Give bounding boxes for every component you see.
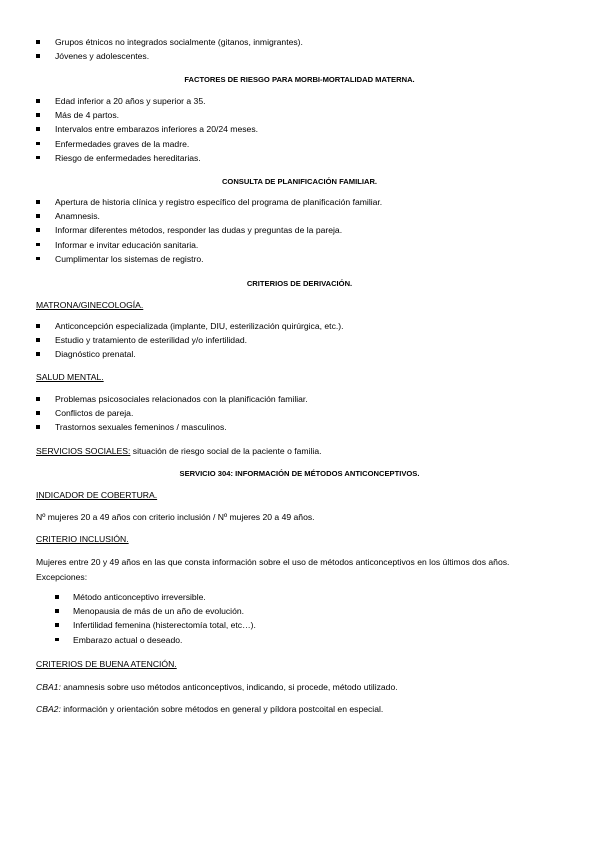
servicios-sociales-line [36,446,322,457]
cba1-text: anamnesis sobre uso métodos anticonceptivos, indicando, si procede, método utilizado. [60,682,398,692]
list-excepciones [36,592,563,649]
list-item-text: Intervalos entre embarazos inferiores a 20/24 meses. [55,124,259,135]
list-item-text: Edad inferior a 20 años y superior a 35. [55,96,206,106]
excepciones-label: Excepciones: [36,572,88,582]
bullet-icon [36,99,40,103]
bullet-icon [55,623,59,627]
bullet-icon [55,609,59,613]
list-item-text: Conflictos de pareja. [55,408,134,419]
list-factores-riesgo [36,96,563,167]
list-item [36,349,563,363]
heading-criterios-derivacion: CRITERIOS DE DERIVACIÓN. [246,279,353,288]
cba2-line [36,704,383,715]
list-item-text: Estudio y tratamiento de esterilidad y/o infertilidad. [55,335,248,346]
bullet-icon [36,156,40,160]
bullet-icon [36,54,40,58]
list-item [36,635,563,649]
cba2-label: CBA2: [36,704,61,714]
list-item [36,96,563,110]
subheading-criterios-buena-atencion: CRITERIOS DE BUENA ATENCIÓN. [36,659,177,669]
list-item [36,139,563,153]
list-item-text: Problemas psicosociales relacionados con la planificación familiar. [55,394,308,404]
bullet-icon [36,40,40,44]
list-item [36,124,563,138]
list-item-text: Cumplimentar los sistemas de registro. [55,253,204,264]
list-item [36,211,563,225]
subheading-criterio-inclusion: CRITERIO INCLUSIÓN. [36,534,129,544]
servicios-sociales-text: situación de riesgo social de la paciente o familia. [130,446,322,456]
bullet-icon [36,142,40,146]
bullet-icon [36,113,40,117]
bullet-icon [36,200,40,204]
list-item [36,51,563,65]
bullet-icon [36,257,40,261]
list-item-text: Anamnesis. [55,211,100,222]
bullet-icon [55,638,59,642]
list-item [36,335,563,349]
bullet-icon [36,324,40,328]
servicios-sociales-label: SERVICIOS SOCIALES: [36,446,131,456]
bullet-icon [36,352,40,356]
heading-factores-riesgo: FACTORES DE RIESGO PARA MORBI-MORTALIDAD MATERNA. [184,75,415,84]
list-item-text: Anticoncepción especializada (implante, DIU, esterilización quirúrgica, etc.). [55,321,344,331]
list-matrona [36,321,563,364]
list-item-text: Informar diferentes métodos, responder las dudas y preguntas de la pareja. [55,225,343,236]
list-item-text: Menopausia de más de un año de evolución. [73,606,245,617]
subheading-salud-mental: SALUD MENTAL. [36,372,104,382]
bullet-icon [36,411,40,415]
list-item [36,240,563,254]
heading-consulta-planificacion: CONSULTA DE PLANIFICACIÓN FAMILIAR. [221,177,378,186]
list-item-text: Diagnóstico prenatal. [55,349,136,360]
list-item-text: Enfermedades graves de la madre. [55,138,190,149]
list-item [36,408,563,422]
list-item-text: Trastornos sexuales femeninos / masculinos. [55,422,227,433]
list-item-text: Infertilidad femenina (histerectomía total, etc…). [73,620,256,631]
list-item-text: Riesgo de enfermedades hereditarias. [55,152,201,163]
list-item [36,394,563,408]
list-item-text: Informar e invitar educación sanitaria. [55,239,199,250]
list-item [36,225,563,239]
bullet-icon [36,338,40,342]
list-item [36,592,563,606]
list-item [36,110,563,124]
list-item-text: Embarazo actual o deseado. [73,634,183,645]
list-salud-mental [36,394,563,437]
list-top [36,37,563,65]
list-item [36,197,563,211]
heading-servicio-304: SERVICIO 304: INFORMACIÓN DE MÉTODOS ANTICONCEPTIVOS. [179,469,420,478]
list-item [36,620,563,634]
list-item [36,153,563,167]
list-item [36,254,563,268]
inclusion-text: Mujeres entre 20 y 49 años en las que consta información sobre el uso de métodos anticonceptivos en los últimos dos años. [36,557,510,567]
bullet-icon [36,127,40,131]
list-item-text: Jóvenes y adolescentes. [55,51,150,62]
list-item [36,321,563,335]
cba1-label: CBA1: [36,682,61,692]
list-item [36,37,563,51]
list-item [36,422,563,436]
bullet-icon [36,425,40,429]
bullet-icon [36,228,40,232]
list-item [36,606,563,620]
list-item-text: Método anticonceptivo irreversible. [73,592,206,602]
subheading-matrona: MATRONA/GINECOLOGÍA. [36,300,144,310]
list-item-text: Grupos étnicos no integrados socialmente (gitanos, inmigrantes). [55,37,303,47]
cba2-text: información y orientación sobre métodos en general y píldora postcoital en especial. [60,704,384,714]
list-item-text: Apertura de historia clínica y registro específico del programa de planificación familiar. [55,197,383,207]
bullet-icon [36,243,40,247]
indicador-text: Nº mujeres 20 a 49 años con criterio inclusión / Nº mujeres 20 a 49 años. [36,512,315,522]
bullet-icon [36,397,40,401]
bullet-icon [36,214,40,218]
list-consulta [36,197,563,268]
subheading-indicador-cobertura: INDICADOR DE COBERTURA. [36,490,158,500]
bullet-icon [55,595,59,599]
list-item-text: Más de 4 partos. [55,110,120,121]
cba1-line [36,682,398,693]
